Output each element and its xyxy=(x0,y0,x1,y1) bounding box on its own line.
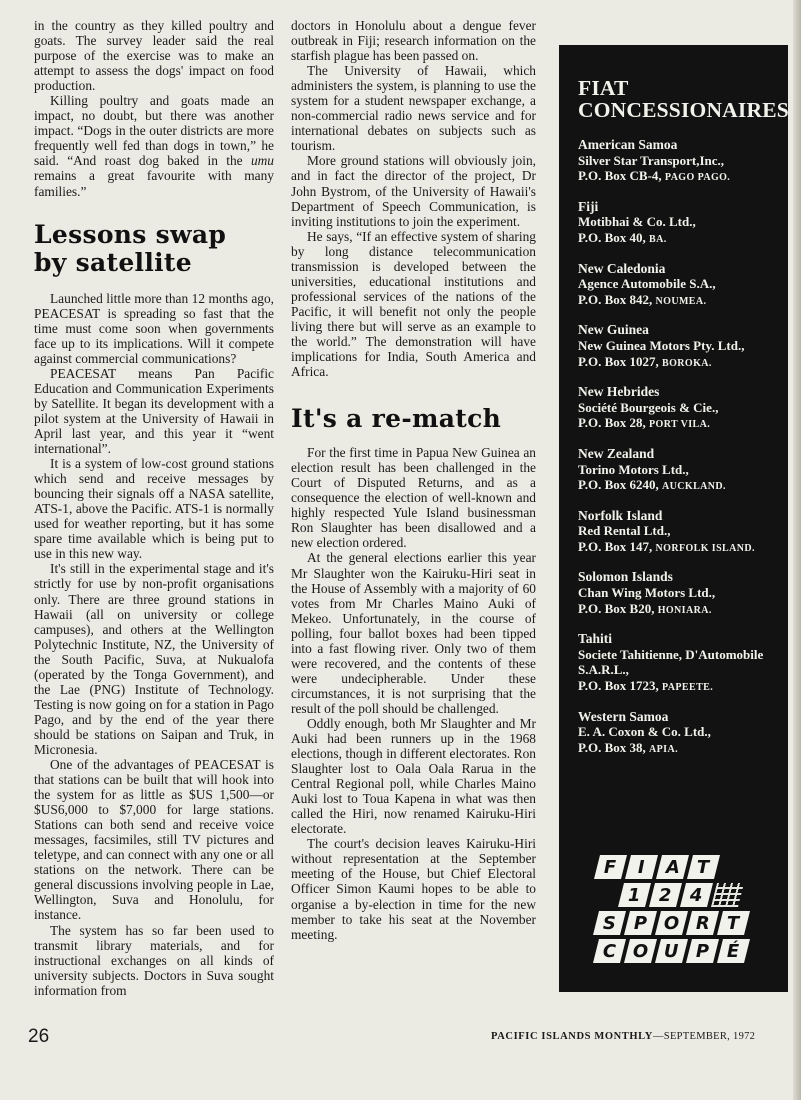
region-name: Norfolk Island xyxy=(578,507,663,523)
town-name: BA. xyxy=(649,233,667,245)
logo-letter-tile xyxy=(680,883,713,907)
paragraph: It is a system of low-cost ground stations which send and receive messages by bouncing their signals off a NASA satellite, ATS-1, above the Pacific. ATS-1 is normally used for weather reporting, but it has some spare time available which is being put to use in this new way. xyxy=(34,456,274,562)
concessionaire-entry xyxy=(578,631,783,695)
logo-letter: É xyxy=(727,940,740,962)
logo-letter: C xyxy=(602,940,617,962)
region-name: New Caledonia xyxy=(578,260,666,276)
logo-letter-tile xyxy=(593,939,626,963)
po-box: P.O. Box CB-4, xyxy=(578,168,665,184)
logo-letter-tile xyxy=(624,911,657,935)
po-box: P.O. Box 147, xyxy=(578,538,656,554)
logo-letter-tile xyxy=(717,939,750,963)
logo-letter: O xyxy=(663,912,680,934)
concessionaire-entry xyxy=(578,261,783,310)
region-name: Western Samoa xyxy=(578,708,669,724)
concessionaire-entry xyxy=(578,709,783,758)
concessionaire-entry xyxy=(578,322,783,371)
paragraph-text: remains a great favourite with many families.” xyxy=(34,168,274,199)
postal-address xyxy=(578,601,783,619)
logo-letter: 2 xyxy=(659,884,672,906)
company-name: Societe Tahitienne, D'Automobile S.A.R.L., xyxy=(578,646,764,678)
issue-date: —SEPTEMBER, 1972 xyxy=(653,1031,756,1042)
logo-letter: S xyxy=(603,912,616,934)
concessionaire-entry xyxy=(578,199,783,248)
page-number: 26 xyxy=(28,1026,50,1047)
paragraph: One of the advantages of PEACESAT is that stations can be built that will hook into the system for as little as $US 1,500—or $US6,000 to $7,000 for large stations. Stations can both send and receive voice messages, facsimiles, still TV pictures and teletype, and can connect with any one or all stations on the network. There can be general discussions involving people in Lae, Wellington, Suva and Honolulu, for instance. xyxy=(34,757,274,923)
logo-letter-tile xyxy=(593,911,626,935)
headline-lessons-swap xyxy=(34,221,274,277)
logo-letter: P xyxy=(695,940,710,962)
region-name: American Samoa xyxy=(578,137,678,152)
postal-address xyxy=(578,354,783,372)
region-name: Fiji xyxy=(578,198,599,214)
company-name: Agence Automobile S.A., xyxy=(578,276,716,292)
region-name: New Guinea xyxy=(578,322,649,338)
article-column-left xyxy=(34,18,274,998)
page-edge xyxy=(793,0,801,1100)
running-footer xyxy=(491,1031,791,1042)
logo-letter: 1 xyxy=(628,884,641,906)
po-box: P.O. Box 6240, xyxy=(578,477,663,493)
concessionaire-entry xyxy=(578,569,783,618)
paragraph: Launched little more than 12 months ago, PEACESAT is spreading so fast that the time must come soon when governments face up to its implications. Will it compete against commercial communications? xyxy=(34,290,274,366)
company-name: Chan Wing Motors Ltd., xyxy=(578,585,716,601)
paragraph: More ground stations will obviously join, and in fact the director of the project, Dr John Bystrom, of the University of Hawaii's Department of Speech Communication, is inviting institutions to join the experiment. xyxy=(291,153,536,229)
ad-title-line: FIAT xyxy=(578,76,629,100)
logo-letter: R xyxy=(695,912,710,934)
paragraph: It's still in the experimental stage and it's strictly for use by non-profit organisations only. There are three ground stations in Hawaii (all on university or college campuses), and others at the Wellington Polytechnic Institute, NZ, the University of the South Pacific, Suva, at Nukualofa (operated by the Tonga Government), and the Lae (PNG) Institute of Technology. Testing is now going on for a station in Pago Pago, and by the end of the year there should be stations on Saipan and Truk, in Micronesia. xyxy=(34,561,274,757)
logo-letter-tile xyxy=(686,911,719,935)
magazine-name: PACIFIC ISLANDS MONTHLY xyxy=(491,1031,653,1042)
town-name: PAGO PAGO. xyxy=(664,172,731,184)
headline-line: Lessons swap xyxy=(34,219,227,249)
company-name: New Guinea Motors Pty. Ltd., xyxy=(578,337,745,353)
company-name: Silver Star Transport,Inc., xyxy=(578,152,725,168)
postal-address xyxy=(578,292,783,310)
company-name: Motibhai & Co. Ltd., xyxy=(578,214,696,230)
logo-letter-tile xyxy=(686,939,719,963)
concessionaire-entry xyxy=(578,446,783,495)
ad-title xyxy=(578,76,789,122)
italic-word: umu xyxy=(250,153,274,169)
logo-letter: A xyxy=(665,856,680,878)
logo-grille-icon xyxy=(711,883,744,907)
paragraph: in the country as they killed poultry and goats. The survey leader said the real purpose of the exercise was to make an attempt to assess the dogs' impact on food production. xyxy=(34,18,274,94)
logo-letter: P xyxy=(633,912,648,934)
logo-letter-tile xyxy=(649,883,682,907)
logo-letter-tile xyxy=(717,911,750,935)
postal-address xyxy=(578,168,783,186)
postal-address xyxy=(578,230,783,248)
region-name: Tahiti xyxy=(578,631,613,647)
logo-letter-tile xyxy=(655,939,688,963)
article-column-middle xyxy=(291,18,536,942)
postal-address xyxy=(578,678,783,696)
fiat-124-sport-coupe-logo xyxy=(597,855,747,967)
ad-title-line: CONCESSIONAIRES xyxy=(578,98,789,122)
logo-letter: F xyxy=(604,856,617,878)
po-box: P.O. Box 38, xyxy=(578,739,650,755)
paragraph-text: Killing poultry and goats made an impact, no doubt, but there was another impact. “Dogs in the outer districts are more frequently well fed than dogs in town,” he said. “And roast dog baked in the xyxy=(34,93,274,169)
logo-row xyxy=(596,911,747,935)
paragraph: At the general elections earlier this year Mr Slaughter won the Kairuku-Hiri seat in the House of Assembly with a majority of 60 votes from Mr Charles Maino Auki of Mekeo. Unfortunately, in the course of polling, four ballot boxes had been tipped into a fast flowing river. Only two of them were recovered, and the contents of these were undecipherable. Under these circumstances, it is not surprising that the result of the poll should be challenged. xyxy=(291,550,536,716)
headline-line: by satellite xyxy=(34,247,192,277)
logo-letter-tile xyxy=(625,855,658,879)
paragraph: doctors in Honolulu about a dengue fever outbreak in Fiji; research information on the starfish plague has been passed on. xyxy=(291,18,536,64)
logo-letter-tile xyxy=(618,883,651,907)
town-name: BOROKA. xyxy=(662,357,712,369)
po-box: P.O. Box 1027, xyxy=(578,353,663,369)
company-name: Société Bourgeois & Cie., xyxy=(578,399,719,415)
town-name: AUCKLAND. xyxy=(662,481,726,493)
paragraph: The system has so far been used to transmit library materials, and for instructional exchanges on all kinds of university subjects. Doctors in Suva sought information from xyxy=(34,922,274,998)
region-name: Solomon Islands xyxy=(578,569,673,585)
logo-row xyxy=(621,883,747,907)
logo-row xyxy=(597,855,747,879)
paragraph: The court's decision leaves Kairuku-Hiri without representation at the September meeting of the House, but Chief Electoral Officer Simon Kaumi hopes to be able to organise a by-election in time for the new member to take his seat at the November meeting. xyxy=(291,836,536,942)
company-name: E. A. Coxon & Co. Ltd., xyxy=(578,724,711,740)
logo-letter: U xyxy=(664,940,679,962)
concessionaire-entry xyxy=(578,137,783,186)
town-name: NORFOLK ISLAND. xyxy=(655,542,755,554)
po-box: P.O. Box 40, xyxy=(578,229,650,245)
concessionaire-entry xyxy=(578,508,783,557)
po-box: P.O. Box 1723, xyxy=(578,678,663,694)
postal-address xyxy=(578,539,783,557)
paragraph: The University of Hawaii, which administers the system, is planning to use the system for a student newspaper exchange, a non-commercial radio news service and for international debates on subjects such as tourism. xyxy=(291,63,536,154)
postal-address xyxy=(578,415,783,433)
company-name: Torino Motors Ltd., xyxy=(578,461,689,477)
po-box: P.O. Box 842, xyxy=(578,291,656,307)
headline-re-match: It's a re-match xyxy=(291,404,502,434)
paragraph: He says, “If an effective system of sharing by long distance telecommunication transmission is developed between the universities, educational institutions and professional services of the nations of the Pacific, it will benefit not only the people living there but will serve as an example to the world.” The demonstration will have implications for India, South America and Africa. xyxy=(291,228,536,380)
paragraph xyxy=(34,93,274,198)
logo-letter-tile xyxy=(656,855,689,879)
logo-row xyxy=(596,939,747,963)
logo-letter-tile xyxy=(655,911,688,935)
paragraph: PEACESAT means Pan Pacific Education and Communication Experiments by Satellite. It began its development with a pilot system at the University of Hawaii in April last year, and this year it “went international”. xyxy=(34,365,274,457)
logo-letter: 4 xyxy=(690,884,703,906)
logo-letter-tile xyxy=(594,855,627,879)
logo-letter: I xyxy=(638,856,645,878)
logo-letter: T xyxy=(697,856,710,878)
region-name: New Hebrides xyxy=(578,384,660,400)
po-box: P.O. Box B20, xyxy=(578,600,658,616)
postal-address xyxy=(578,740,783,758)
town-name: NOUMEA. xyxy=(655,295,707,307)
logo-letter: O xyxy=(632,940,649,962)
town-name: HONIARA. xyxy=(657,604,712,616)
po-box: P.O. Box 28, xyxy=(578,415,650,431)
logo-letter-tile xyxy=(687,855,720,879)
town-name: PAPEETE. xyxy=(662,682,714,694)
logo-letter-tile xyxy=(624,939,657,963)
concessionaire-entry xyxy=(578,384,783,433)
postal-address xyxy=(578,477,783,495)
concessionaire-list xyxy=(578,137,783,770)
paragraph: Oddly enough, both Mr Slaughter and Mr Auki had been runners up in the 1968 elections, though in different electorates. Ron Slaughter lost to Oala Oala Rarua in the Central Regional poll, while Charles Maino Auki lost to Toua Kapena in what was then called the Hiri, now renamed Kairuku-Hiri electorate. xyxy=(291,715,536,837)
fiat-advertisement xyxy=(559,45,788,992)
company-name: Red Rental Ltd., xyxy=(578,523,671,539)
logo-letter: T xyxy=(727,912,740,934)
town-name: PORT VILA. xyxy=(649,419,711,431)
paragraph: For the first time in Papua New Guinea an election result has been challenged in the Court of Disputed Returns, and as a consequence the election of well-known and highly respected Yule Island businessman Ron Slaughter has been disallowed and a new election ordered. xyxy=(291,445,536,551)
town-name: APIA. xyxy=(649,743,678,755)
region-name: New Zealand xyxy=(578,445,655,461)
